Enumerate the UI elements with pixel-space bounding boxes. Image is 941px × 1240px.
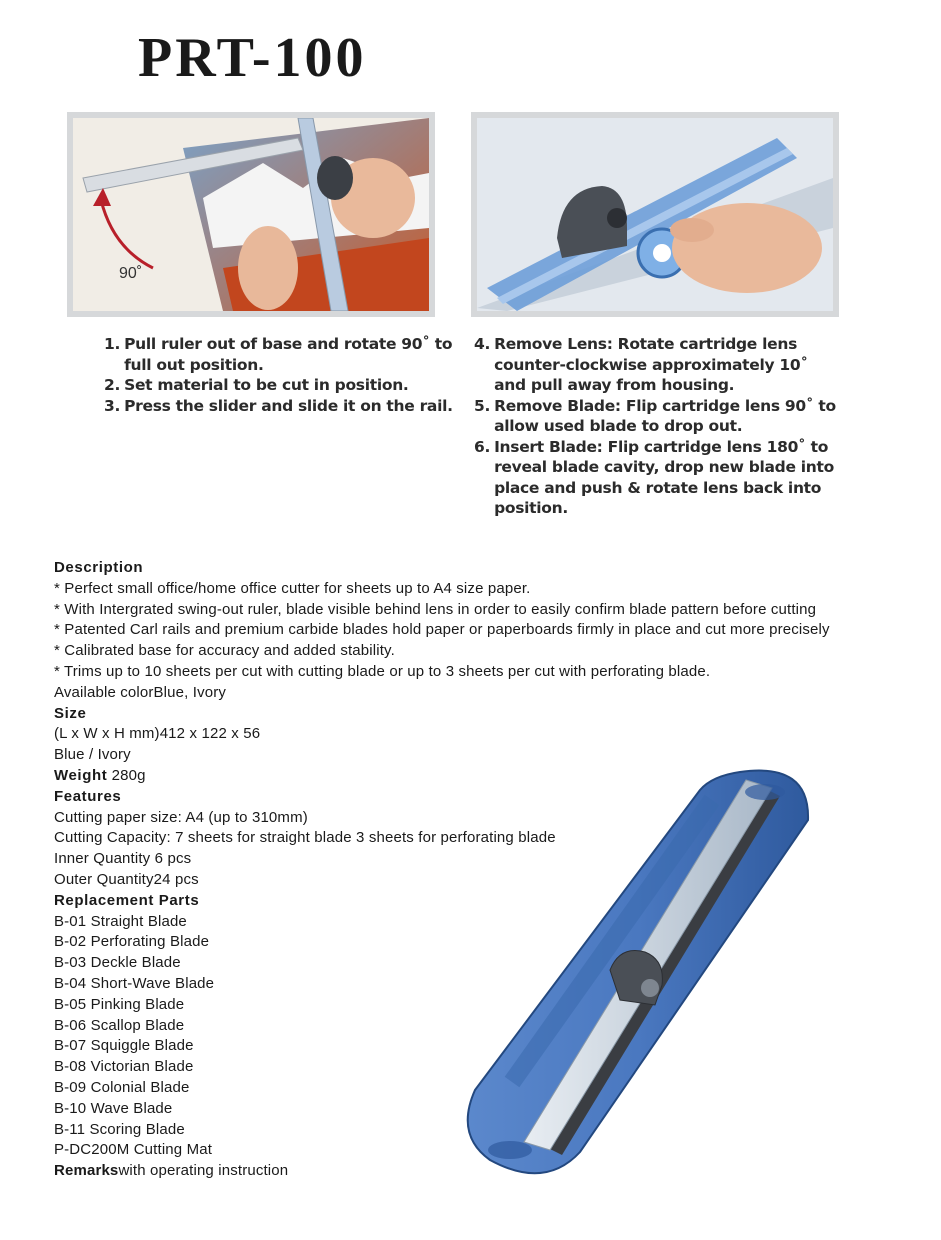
step-5: 5. Remove Blade: Flip cartridge lens 90˚ to allow used blade to drop out. xyxy=(474,396,836,435)
blade-replacement-photo xyxy=(471,112,839,317)
features-heading: Features xyxy=(54,787,122,805)
feature-line: Cutting paper size: A4 (up to 310mm) xyxy=(54,808,308,826)
part-item: B-10 Wave Blade xyxy=(54,1099,173,1117)
description-heading: Description xyxy=(54,559,144,576)
part-item: P-DC200M Cutting Mat xyxy=(54,1141,213,1159)
size-heading: Size xyxy=(54,704,87,722)
description-line: * Trims up to 10 sheets per cut with cutting blade or up to 3 sheets per cut with perforating blade. xyxy=(54,662,711,680)
feature-line: Inner Quantity 6 pcs xyxy=(54,850,192,868)
step-2: 2. Set material to be cut in position. xyxy=(104,376,409,394)
product-image xyxy=(450,760,830,1180)
part-item: B-07 Squiggle Blade xyxy=(54,1037,194,1055)
weight-label: Weight xyxy=(54,766,108,784)
part-item: B-09 Colonial Blade xyxy=(54,1078,190,1096)
part-item: B-08 Victorian Blade xyxy=(54,1058,194,1076)
part-item: B-06 Scallop Blade xyxy=(54,1016,185,1034)
part-item: B-03 Deckle Blade xyxy=(54,954,181,972)
step-3: 3. Press the slider and slide it on the rail. xyxy=(104,396,453,415)
ruler-rotation-photo xyxy=(67,112,435,317)
feature-line: Outer Quantity24 pcs xyxy=(54,870,199,888)
description-line: * Calibrated base for accuracy and added stability. xyxy=(54,642,395,660)
part-item: B-01 Straight Blade xyxy=(54,912,187,930)
step-4: 4. Remove Lens: Rotate cartridge lens counter-clockwise approximately 10˚ and pull away from housing. xyxy=(474,335,808,394)
angle-label: 90˚ xyxy=(119,265,143,282)
description-line: * Patented Carl rails and premium carbide blades hold paper or paperboards firmly in place and cut more precisely xyxy=(54,621,830,639)
weight-value: 280g xyxy=(111,766,146,784)
description-line: * With Intergrated swing-out ruler, blade visible behind lens in order to easily confirm blade pattern before cutting xyxy=(54,600,817,618)
description-line: * Perfect small office/home office cutter for sheets up to A4 size paper. xyxy=(54,579,531,597)
part-item: B-11 Scoring Blade xyxy=(54,1120,185,1138)
remarks-label: Remarks xyxy=(54,1162,119,1180)
size-line: Blue / Ivory xyxy=(54,746,131,764)
remarks-value: with operating instruction xyxy=(118,1162,289,1180)
steps-left xyxy=(104,334,464,416)
replacement-parts-heading: Replacement Parts xyxy=(54,891,200,909)
size-line: (L x W x H mm)412 x 122 x 56 xyxy=(54,725,261,743)
part-item: B-04 Short-Wave Blade xyxy=(54,974,215,992)
description-line: Available colorBlue, Ivory xyxy=(54,683,227,701)
step-6: 6. Insert Blade: Flip cartridge lens 180˚ to reveal blade cavity, drop new blade into place and push & rotate lens back into position. xyxy=(474,437,834,517)
steps-right xyxy=(474,334,844,519)
feature-line: Cutting Capacity: 7 sheets for straight blade 3 sheets for perforating blade xyxy=(54,829,556,847)
part-item: B-02 Perforating Blade xyxy=(54,933,210,951)
product-title: PRT-100 xyxy=(138,27,367,89)
step-1: 1. Pull ruler out of base and rotate 90˚ to full out position. xyxy=(104,335,453,374)
part-item: B-05 Pinking Blade xyxy=(54,995,185,1013)
